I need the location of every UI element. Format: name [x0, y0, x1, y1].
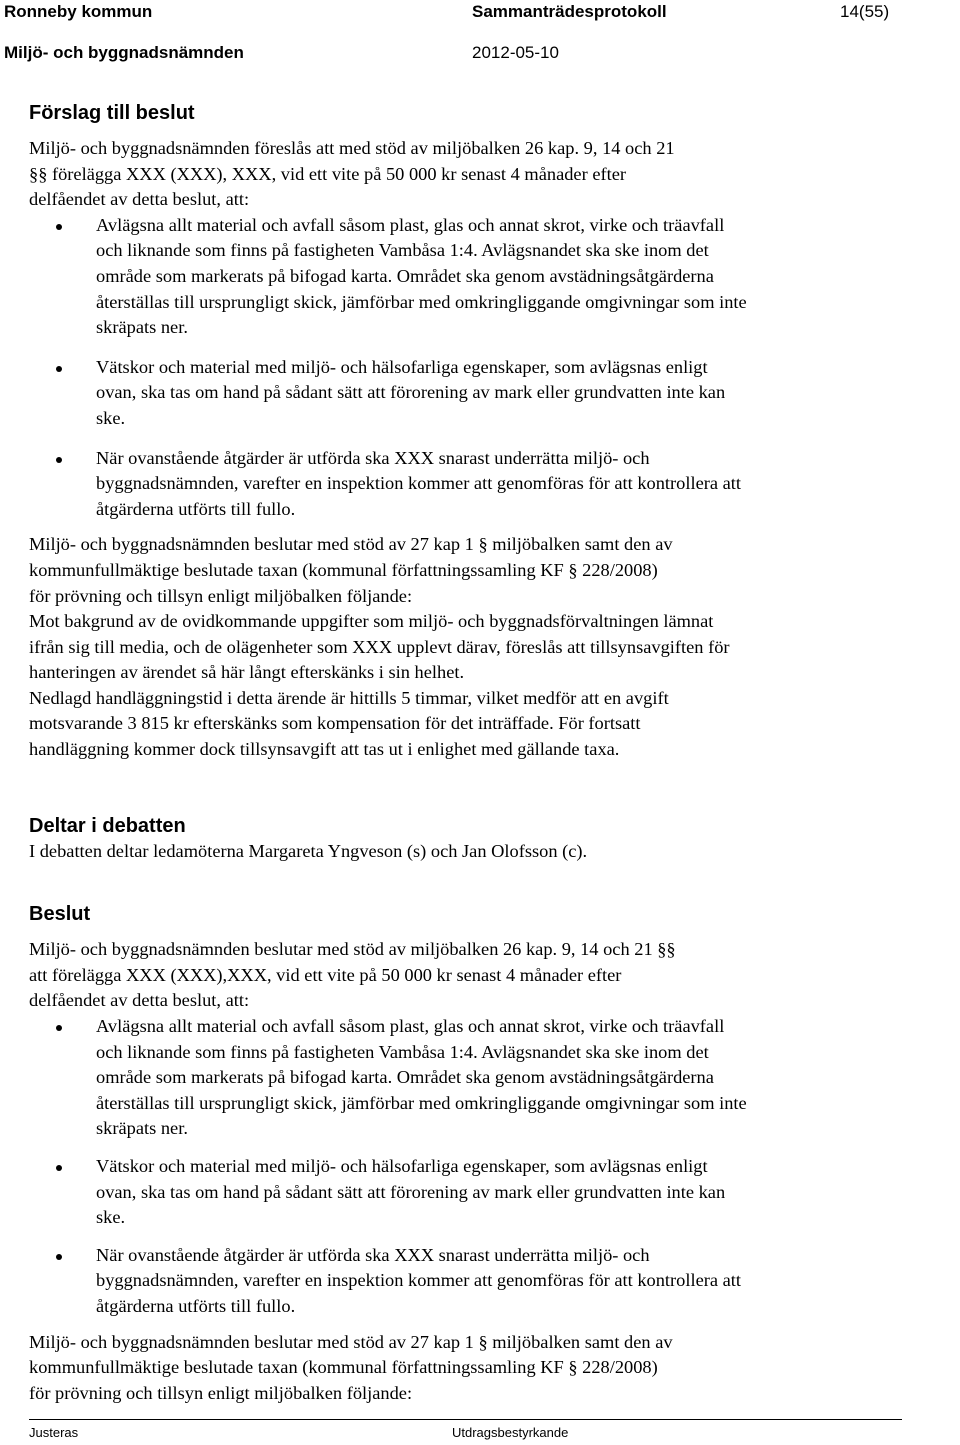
section-proposal: [29, 100, 929, 763]
text-line: skräpats ner.: [96, 1118, 188, 1139]
bullet-list: [29, 213, 929, 523]
text-line: ovan, ska tas om hand på sådant sätt att förorening av mark eller grundvatten inte kan: [96, 382, 726, 403]
bullet-icon: [56, 1165, 62, 1171]
section-heading: Deltar i debatten: [29, 814, 186, 837]
decision-paragraph: [29, 1330, 929, 1407]
text-line: Vätskor och material med miljö- och hälsofarliga egenskaper, som avlägsnas enligt: [96, 356, 708, 377]
text-line: ske.: [96, 1207, 126, 1228]
decision-paragraph: [29, 532, 929, 762]
text-line: återställas till ursprungligt skick, jämförbar med omkringliggande omgivningar som inte: [96, 1092, 747, 1113]
text-line: kommunfullmäktige beslutade taxan (kommunal författningssamling KF § 228/2008): [29, 559, 658, 580]
meeting-date: 2012-05-10: [472, 43, 559, 62]
text-line: byggnadsnämnden, varefter en inspektion kommer att genomföras för att kontrollera att: [96, 1270, 742, 1291]
list-item: [29, 213, 929, 341]
section-heading: Förslag till beslut: [29, 102, 195, 124]
bullet-icon: [56, 1254, 62, 1260]
text-line: återställas till ursprungligt skick, jämförbar med omkringliggande omgivningar som inte: [96, 291, 747, 312]
text-line: ske.: [96, 407, 126, 428]
document-type: Sammanträdesprotokoll: [472, 2, 667, 21]
section-heading: Beslut: [29, 903, 91, 926]
text-line: motsvarande 3 815 kr efterskänks som kompensation för det inträffade. För fortsatt: [29, 713, 641, 734]
footer-divider: [29, 1419, 902, 1420]
text-line: och liknande som finns på fastigheten Vambåsa 1:4. Avlägsnandet ska ske inom det: [96, 240, 709, 261]
intro-paragraph: [29, 136, 929, 213]
text-line: delfåendet av detta beslut, att:: [29, 189, 250, 210]
text-line: handläggning kommer dock tillsynsavgift att tas ut i enlighet med gällande taxa.: [29, 739, 620, 760]
text-line: Miljö- och byggnadsnämnden beslutar med stöd av 27 kap 1 § miljöbalken samt den av: [29, 1331, 673, 1352]
list-item: [29, 1243, 929, 1320]
page-number: 14(55): [840, 2, 890, 21]
footer-utdragsbestyrkande: Utdragsbestyrkande: [452, 1425, 569, 1440]
text-line: ovan, ska tas om hand på sådant sätt att förorening av mark eller grundvatten inte kan: [96, 1181, 726, 1202]
text-line: I debatten deltar ledamöterna Margareta Yngveson (s) och Jan Olofsson (c).: [29, 840, 588, 861]
text-line: Miljö- och byggnadsnämnden beslutar med stöd av 27 kap 1 § miljöbalken samt den av: [29, 534, 673, 555]
bullet-icon: [56, 457, 62, 463]
intro-paragraph: [29, 937, 929, 1014]
text-line: för prövning och tillsyn enligt miljöbalken följande:: [29, 1382, 413, 1403]
text-line: Avlägsna allt material och avfall såsom plast, glas och annat skrot, virke och träavfall: [96, 1016, 725, 1037]
text-line: När ovanstående åtgärder är utförda ska XXX snarast underrätta miljö- och: [96, 1244, 650, 1265]
text-line: Mot bakgrund av de ovidkommande uppgifter som miljö- och byggnadsförvaltningen lämnat: [29, 611, 714, 632]
section-debate: [29, 813, 929, 865]
bullet-icon: [56, 224, 62, 230]
text-line: kommunfullmäktige beslutade taxan (kommunal författningssamling KF § 228/2008): [29, 1357, 658, 1378]
text-line: område som markerats på bifogad karta. Området ska genom avstädningsåtgärderna: [96, 265, 714, 286]
text-line: för prövning och tillsyn enligt miljöbalken följande:: [29, 585, 413, 606]
section-decision: [29, 901, 929, 1406]
text-line: §§ förelägga XXX (XXX), XXX, vid ett vite på 50 000 kr senast 4 månader efter: [29, 163, 627, 184]
text-line: område som markerats på bifogad karta. Området ska genom avstädningsåtgärderna: [96, 1067, 714, 1088]
bullet-icon: [56, 1025, 62, 1031]
text-line: byggnadsnämnden, varefter en inspektion kommer att genomföras för att kontrollera att: [96, 473, 742, 494]
text-line: åtgärderna utförts till fullo.: [96, 498, 296, 519]
text-line: hanteringen av ärendet så här långt efterskänks i sin helhet.: [29, 662, 465, 683]
text-line: När ovanstående åtgärder är utförda ska XXX snarast underrätta miljö- och: [96, 447, 650, 468]
text-line: och liknande som finns på fastigheten Vambåsa 1:4. Avlägsnandet ska ske inom det: [96, 1041, 709, 1062]
text-line: Avlägsna allt material och avfall såsom plast, glas och annat skrot, virke och träavfall: [96, 214, 725, 235]
org-name: Ronneby kommun: [4, 2, 153, 21]
footer-justeras: Justeras: [29, 1425, 79, 1440]
list-item: [29, 1014, 929, 1142]
text-line: delfåendet av detta beslut, att:: [29, 990, 250, 1011]
list-item: [29, 1154, 929, 1231]
bullet-list: [29, 1014, 929, 1320]
text-line: skräpats ner.: [96, 317, 188, 338]
committee-name: Miljö- och byggnadsnämnden: [4, 43, 244, 62]
text-line: Miljö- och byggnadsnämnden föreslås att med stöd av miljöbalken 26 kap. 9, 14 och 21: [29, 138, 675, 158]
text-line: Vätskor och material med miljö- och hälsofarliga egenskaper, som avlägsnas enligt: [96, 1156, 708, 1176]
list-item: [29, 355, 929, 432]
bullet-icon: [56, 366, 62, 372]
text-line: ifrån sig till media, och de olägenheter som XXX upplevt därav, föreslås att tillsynsavgiften för: [29, 636, 730, 657]
text-line: Miljö- och byggnadsnämnden beslutar med stöd av miljöbalken 26 kap. 9, 14 och 21 §§: [29, 939, 676, 960]
text-line: Nedlagd handläggningstid i detta ärende är hittills 5 timmar, vilket medför att en avgift: [29, 687, 669, 708]
text-line: åtgärderna utförts till fullo.: [96, 1295, 296, 1316]
document-body: [29, 100, 929, 1406]
list-item: [29, 446, 929, 523]
text-line: att förelägga XXX (XXX),XXX, vid ett vite på 50 000 kr senast 4 månader efter: [29, 964, 622, 985]
